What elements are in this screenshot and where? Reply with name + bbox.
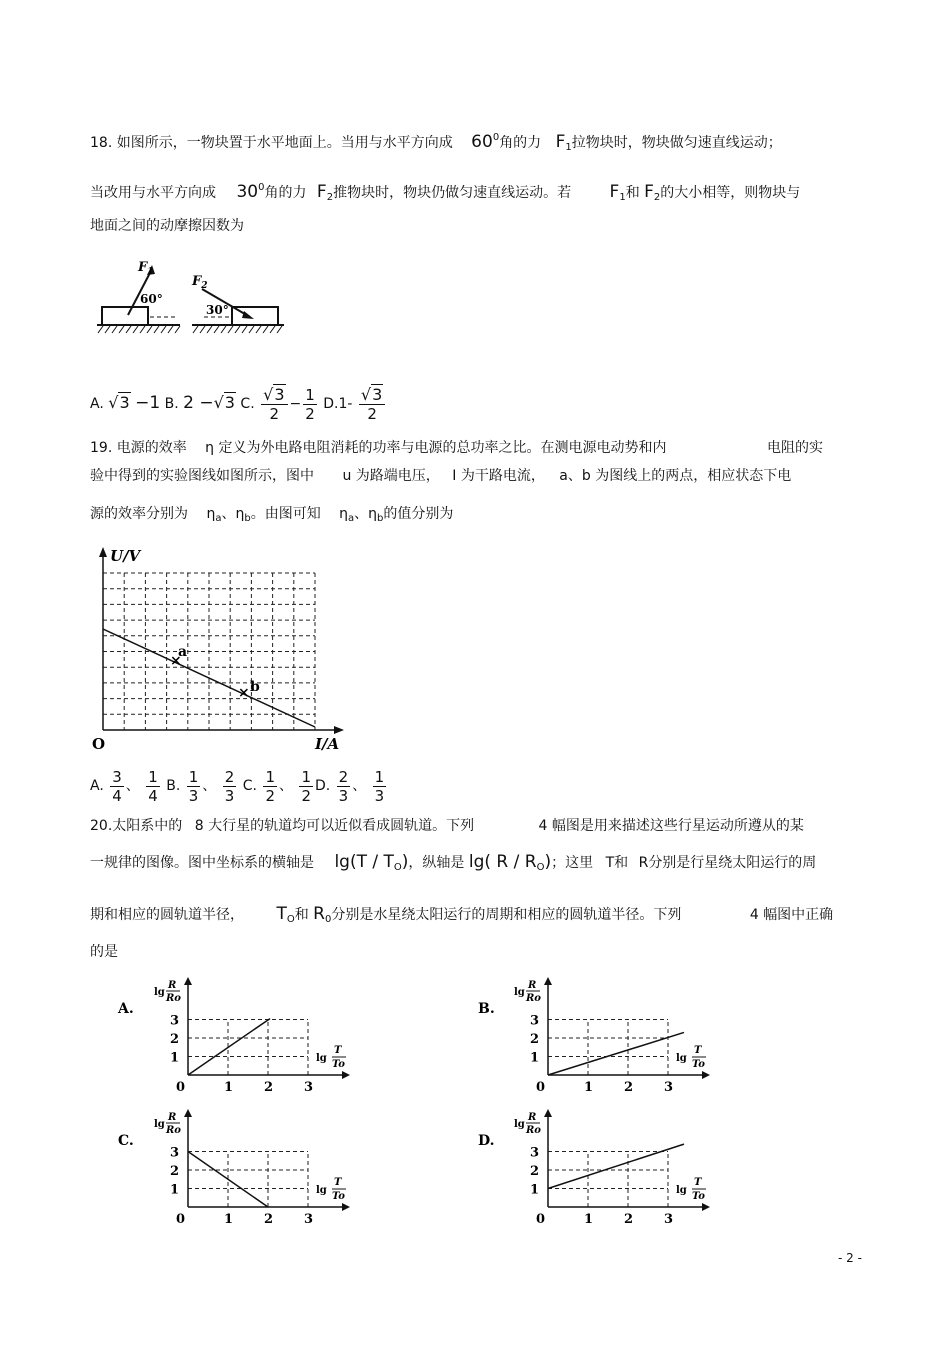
q19-mark-a: × [170,653,182,669]
tick-x: 3 [304,1080,314,1095]
fig-f1-label: $F_1$ [138,260,154,277]
q19-xlabel: I/A [315,735,340,753]
q19-point-a: a [178,644,188,660]
y-axis-arrow [544,1109,552,1117]
graph-option-label: D. [478,1133,495,1149]
y-axis-arrow [184,1109,192,1117]
tick-y: 3 [170,1013,180,1029]
x-axis-lg: lg [676,1185,687,1196]
tick-x: 2 [264,1212,274,1227]
tick-x: 1 [224,1080,234,1095]
tick-y: 1 [170,1182,180,1198]
q19-ui-graph [88,545,358,755]
q19-point-b: b [250,679,260,695]
x-axis-den: To [332,1059,345,1070]
x-axis-num: T [334,1177,342,1188]
tick-x: 1 [584,1080,594,1095]
tick-y: 3 [530,1145,540,1161]
q19-line-2: 验中得到的实验图线如图所示，图中 u 为路端电压， I 为干路电流， a、b 为图线上的两点，相应状态下电 [90,468,792,484]
tick-origin: 0 [176,1080,186,1095]
q19-origin: O [92,735,106,753]
y-axis-den: Ro [166,993,181,1004]
q20-line-3: 期和相应的圆轨道半径， $T_O$和 $R_0$分别是水星绕太阳运行的周期和相应的圆轨道半径。下列 4 幅图中正确 [90,904,834,925]
q18-line-3: 地面之间的动摩擦因数为 [90,218,244,234]
tick-origin: 0 [536,1212,546,1227]
y-axis-den: Ro [166,1125,181,1136]
q20-line-4: 的是 [90,944,118,960]
y-axis-arrow [184,977,192,985]
fig-angle-60: 60° [140,292,163,306]
q20-graph-d [470,1107,740,1227]
tick-y: 1 [530,1050,540,1066]
y-axis-lg: lg [514,987,525,998]
tick-y: 3 [170,1145,180,1161]
tick-x: 3 [664,1080,674,1095]
tick-origin: 0 [536,1080,546,1095]
x-axis-num: T [694,1177,702,1188]
y-axis-num: R [528,980,537,991]
y-axis-lg: lg [154,987,165,998]
tick-y: 2 [170,1164,180,1179]
data-line [188,1019,270,1075]
y-axis-num: R [528,1112,537,1123]
x-axis-den: To [692,1059,705,1070]
x-axis-num: T [694,1045,702,1056]
x-axis-lg: lg [316,1185,327,1196]
q20-graph-b [470,975,740,1095]
page-number: - 2 - [838,1251,862,1265]
x-axis-arrow [702,1203,710,1211]
q19-mark-b: × [238,685,250,701]
q19-ylabel: U/V [110,547,141,565]
tick-origin: 0 [176,1212,186,1227]
tick-x: 1 [224,1212,234,1227]
q18-options: A. √3 −1 B. 2 −√3 C. $\frac{√3}{2}$ − $\frac{1}{2}$ D.1- $\frac{√3}{2}$ [90,385,387,423]
q19-line-3: 源的效率分别为 $\eta_a$、$\eta_b$。由图可知 $\eta_a$、$\eta_b$的值分别为 [90,506,454,524]
x-axis-lg: lg [316,1053,327,1064]
y-axis-num: R [168,1112,177,1123]
tick-x: 3 [304,1212,314,1227]
data-line [548,1032,684,1075]
x-axis-arrow [342,1203,350,1211]
graph-option-label: C. [118,1133,134,1149]
x-axis-num: T [334,1045,342,1056]
q20-graph-a [110,975,380,1095]
y-axis-den: Ro [526,1125,541,1136]
fig-angle-30: 30° [206,303,229,317]
x-axis-arrow [342,1071,350,1079]
graph-option-label: B. [478,1001,495,1017]
tick-x: 2 [624,1212,634,1227]
q20-line-1: 20.太阳系中的 8 大行星的轨道均可以近似看成圆轨道。下列 4 幅图是用来描述这些行星运动所遵从的某 [90,818,804,834]
x-axis-den: To [332,1191,345,1202]
y-axis-arrow [544,977,552,985]
q18-line-1: 18. 如图所示，一物块置于水平地面上。当用与水平方向成 $60^0$角的力 $F_1$拉物块时，物块做匀速直线运动； [90,132,782,153]
x-axis-arrow [702,1071,710,1079]
tick-y: 1 [530,1182,540,1198]
graph-option-label: A. [118,1001,134,1017]
tick-y: 1 [170,1050,180,1066]
tick-y: 2 [170,1032,180,1047]
y-axis-den: Ro [526,993,541,1004]
data-line [548,1144,684,1188]
tick-y: 3 [530,1013,540,1029]
fig-f2-label: $F_2$ [192,274,208,291]
x-axis-den: To [692,1191,705,1202]
x-axis-lg: lg [676,1053,687,1064]
q20-graph-c [110,1107,380,1227]
tick-x: 3 [664,1212,674,1227]
tick-x: 2 [624,1080,634,1095]
y-axis-num: R [168,980,177,991]
tick-x: 1 [584,1212,594,1227]
q20-line-2: 一规律的图像。图中坐标系的横轴是 $\lg(T / T_O)$，纵轴是 lg( R / $R_O$)；这里 T和 R分别是行星绕太阳运行的周 [90,852,817,873]
q19-line-1: 19. 电源的效率 η 定义为外电路电阻消耗的功率与电源的总功率之比。在测电源电动势和内 电阻的实 [90,440,823,456]
y-axis-lg: lg [514,1119,525,1130]
y-axis-lg: lg [154,1119,165,1130]
q18-line-2: 当改用与水平方向成 $30^0$角的力 $F_2$推物块时，物块仍做匀速直线运动。若 $F_1$和 $F_2$的大小相等，则物块与 [90,182,801,203]
q18-force-figure [92,255,292,340]
tick-y: 2 [530,1032,540,1047]
tick-x: 2 [264,1080,274,1095]
tick-y: 2 [530,1164,540,1179]
q19-options: A. $\frac{3}{4}$ 、 $\frac{1}{4}$ B. $\frac{1}{3}$ 、 $\frac{2}{3}$ C. $\frac{1}{2}$ 、 $\frac{1}{2}$ D. $\frac{2}{3}$ 、 $\frac{1}{3}$ [90,767,385,805]
